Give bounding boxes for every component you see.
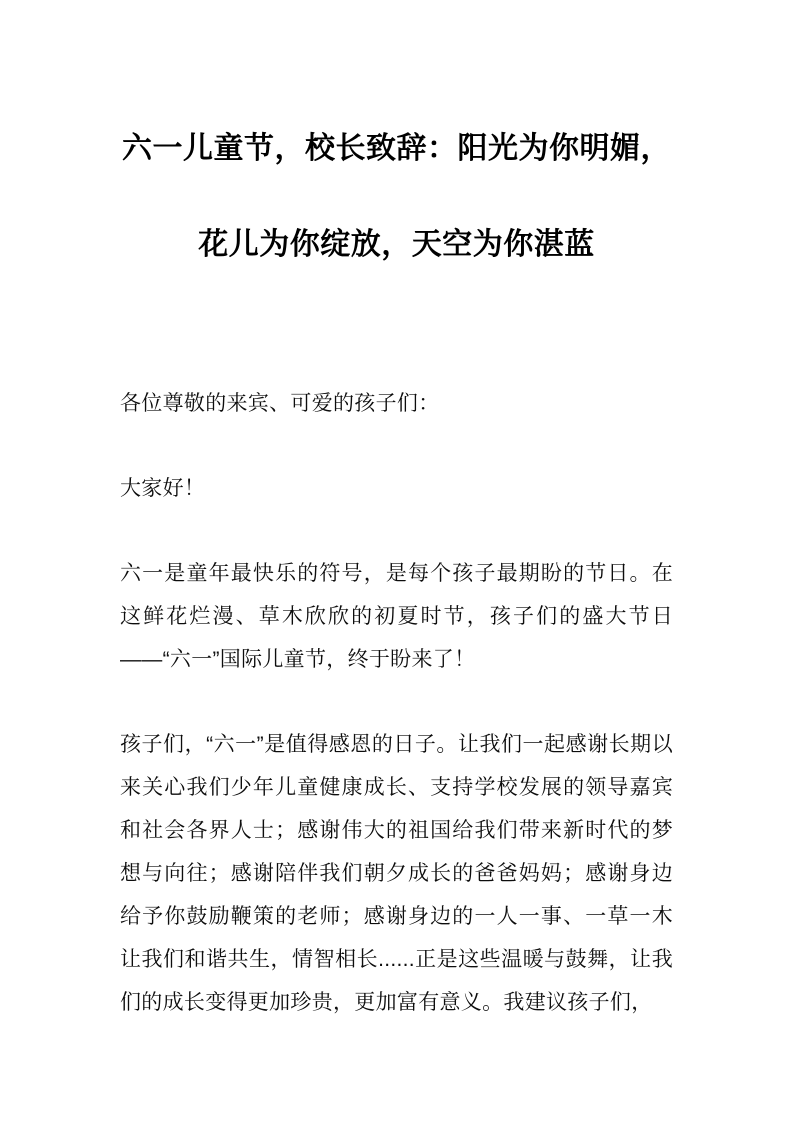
document-title-line-1: 六一儿童节，校长致辞：阳光为你明媚，	[122, 132, 671, 165]
document-body	[120, 382, 673, 1024]
paragraph-salutation: 各位尊敬的来宾、可爱的孩子们：	[120, 392, 440, 415]
document-title-line-2: 花儿为你绽放，天空为你湛蓝	[198, 228, 595, 261]
document-title	[0, 0, 793, 293]
paragraph-festival-intro: 六一是童年最快乐的符号，是每个孩子最期盼的节日。在这鲜花烂漫、草木欣欣的初夏时节，孩子们的盛大节日——“六一”国际儿童节，终于盼来了！	[120, 562, 673, 671]
paragraph-greeting: 大家好！	[120, 477, 206, 500]
paragraph-gratitude: 孩子们，“六一”是值得感恩的日子。让我们一起感谢长期以来关心我们少年儿童健康成长、支持学校发展的领导嘉宾和社会各界人士；感谢伟大的祖国给我们带来新时代的梦想与向往；感谢陪伴我们朝夕成长的爸爸妈妈；感谢身边给予你鼓励鞭策的老师；感谢身边的一人一事、一草一木让我们和谐共生，情智相长......正是这些温暖与鼓舞，让我们的成长变得更加珍贵，更加富有意义。我建议孩子们，	[120, 733, 673, 1014]
